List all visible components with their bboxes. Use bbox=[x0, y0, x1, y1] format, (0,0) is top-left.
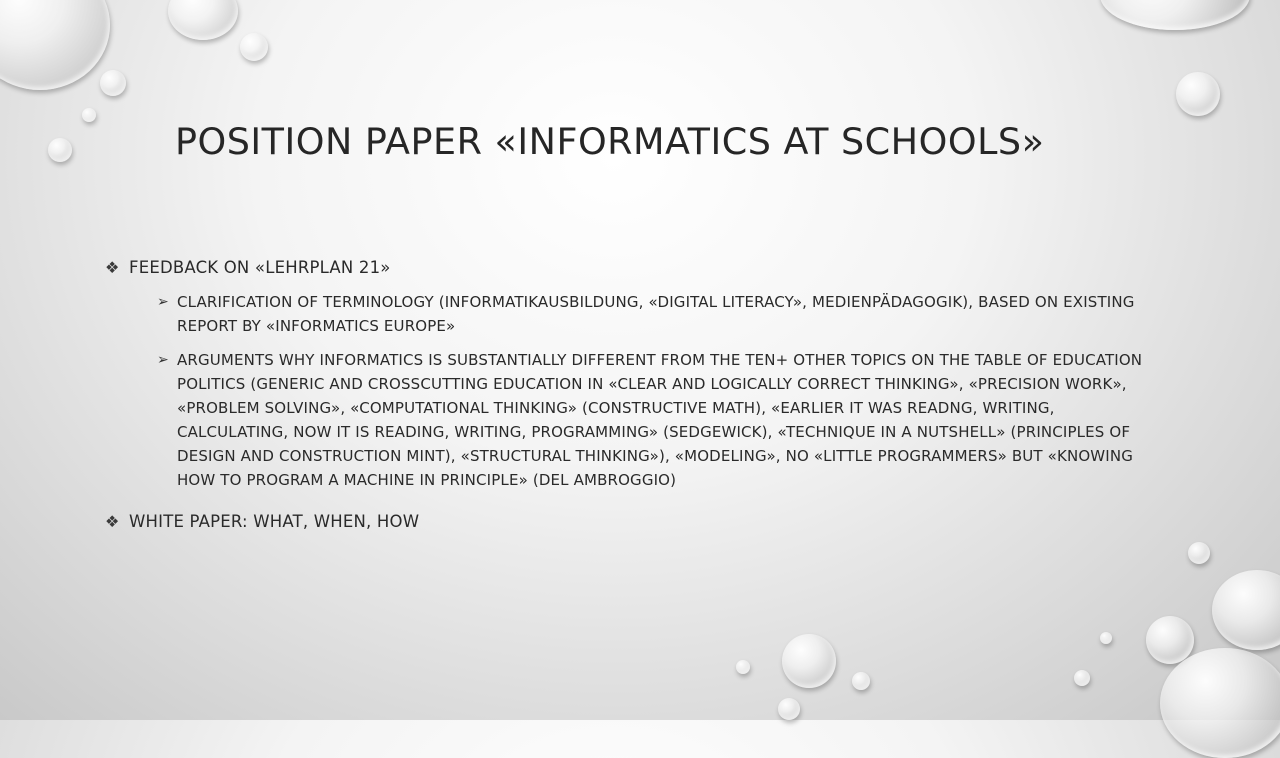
water-drop-decoration bbox=[1176, 72, 1220, 116]
water-drop-decoration bbox=[782, 634, 836, 688]
bullet-text: FEEDBACK ON «LEHRPLAN 21» bbox=[129, 258, 391, 277]
water-drop-decoration bbox=[0, 0, 110, 90]
water-drop-decoration bbox=[100, 70, 126, 96]
sub-bullet-text: ARGUMENTS WHY INFORMATICS IS SUBSTANTIALLY DIFFERENT FROM THE TEN+ OTHER TOPICS ON THE TABLE OF EDUCATION POLITICS (GENERIC AND CROSSCUTTING EDUCATION IN «CLEAR AND LOGICALLY CORRECT THINKING», «PRECISION WORK», «PROBLEM SOLVING», «COMPUTATIONAL THINKING» (CONSTRUCTIVE MATH), «EARLIER IT WAS READNG, WRITING, CALCULATING, NOW IT IS READING, WRITING, PROGRAMMING» (SEDGEWICK), «TECHNIQUE IN A NUTSHELL» (PRINCIPLES OF DESIGN AND CONSTRUCTION MINT), «STRUCTURAL THINKING»), «MODELING», NO «LITTLE PROGRAMMERS» BUT «KNOWING HOW TO PROGRAM A MACHINE IN PRINCIPLE» (DEL AMBROGGIO) bbox=[177, 351, 1143, 489]
water-drop-decoration bbox=[1100, 0, 1250, 30]
bullet-item bbox=[105, 256, 1185, 280]
arrow-bullet-icon: ➢ bbox=[157, 294, 169, 310]
water-drop-decoration bbox=[1074, 670, 1090, 686]
water-drop-decoration bbox=[1100, 632, 1112, 644]
water-drop-decoration bbox=[1188, 542, 1210, 564]
bullet-item bbox=[105, 510, 1185, 534]
sub-bullet-item bbox=[157, 348, 1185, 492]
water-drop-decoration bbox=[778, 698, 800, 720]
sub-bullet-item bbox=[157, 290, 1185, 338]
water-drop-decoration bbox=[736, 660, 750, 674]
slide-content bbox=[105, 256, 1185, 534]
diamond-bullet-icon: ❖ bbox=[105, 258, 120, 277]
water-drop-decoration bbox=[82, 108, 96, 122]
diamond-bullet-icon: ❖ bbox=[105, 512, 120, 531]
water-drop-decoration bbox=[852, 672, 870, 690]
water-drop-decoration bbox=[48, 138, 72, 162]
water-drop-decoration bbox=[240, 33, 268, 61]
sub-bullet-text: CLARIFICATION OF TERMINOLOGY (INFORMATIKAUSBILDUNG, «DIGITAL LITERACY», MEDIENPÄDAGOGIK), BASED ON EXISTING REPORT BY «INFORMATICS EUROPE» bbox=[177, 293, 1135, 335]
water-drop-decoration bbox=[1146, 616, 1194, 664]
arrow-bullet-icon: ➢ bbox=[157, 352, 169, 368]
slide-title: POSITION PAPER «INFORMATICS AT SCHOOLS» bbox=[175, 120, 1045, 163]
water-drop-decoration bbox=[168, 0, 238, 40]
water-drop-decoration bbox=[1160, 648, 1280, 758]
water-drop-decoration bbox=[1212, 570, 1280, 650]
bullet-text: WHITE PAPER: WHAT, WHEN, HOW bbox=[129, 512, 420, 531]
